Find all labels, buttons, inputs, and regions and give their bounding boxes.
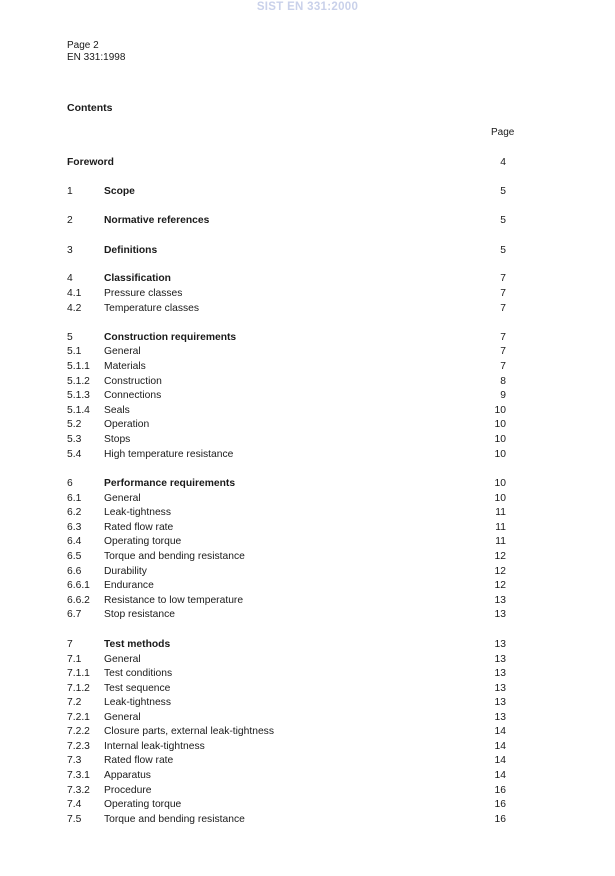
toc-entry xyxy=(0,754,615,768)
toc-entry-title: Endurance xyxy=(104,580,154,591)
toc-entry xyxy=(0,433,615,447)
toc-entry-page: 5 xyxy=(500,245,506,256)
toc-entry-page: 7 xyxy=(500,346,506,357)
toc-entry-page: 14 xyxy=(494,755,506,766)
toc-entry xyxy=(0,521,615,535)
toc-entry xyxy=(0,448,615,462)
toc-entry-title: Durability xyxy=(104,566,147,577)
toc-entry-page: 13 xyxy=(494,697,506,708)
toc-entry-number: 6.1 xyxy=(67,493,82,504)
toc-entry-title: Apparatus xyxy=(104,770,151,781)
toc-entry-page: 7 xyxy=(500,273,506,284)
toc-entry-page: 5 xyxy=(500,186,506,197)
toc-entry xyxy=(0,682,615,696)
toc-entry-title: Operating torque xyxy=(104,536,182,547)
toc-entry-page: 11 xyxy=(495,507,506,518)
toc-entry xyxy=(0,565,615,579)
toc-entry-title: Operation xyxy=(104,419,150,430)
toc-entry-number: 5 xyxy=(67,332,73,343)
toc-entry xyxy=(0,667,615,681)
toc-entry xyxy=(0,608,615,622)
toc-entry-page: 9 xyxy=(500,390,506,401)
toc-entry-page: 14 xyxy=(494,726,506,737)
toc-entry-page: 13 xyxy=(494,683,506,694)
toc-entry-number: 7.2 xyxy=(67,697,82,708)
toc-entry-number: 7 xyxy=(67,639,73,650)
toc-entry-title: Temperature classes xyxy=(104,303,199,314)
toc-entry-number: 7.4 xyxy=(67,799,82,810)
toc-entry xyxy=(0,360,615,374)
toc-entry-number: 6.2 xyxy=(67,507,82,518)
toc-entry-title: Torque and bending resistance xyxy=(104,551,245,562)
toc-entry xyxy=(0,798,615,812)
toc-entry-title: Closure parts, external leak-tightness xyxy=(104,726,274,737)
toc-entry-title: General xyxy=(104,654,141,665)
toc-entry-title: General xyxy=(104,346,141,357)
toc-entry-number: 7.3 xyxy=(67,755,82,766)
toc-entry-number: 5.4 xyxy=(67,449,82,460)
toc-entry-number: 3 xyxy=(67,245,73,256)
toc-entry-page: 14 xyxy=(494,770,506,781)
toc-entry-page: 13 xyxy=(494,595,506,606)
toc-entry-number: 7.2.1 xyxy=(67,712,90,723)
toc-entry-number: 7.1 xyxy=(67,654,82,665)
toc-entry-title: Classification xyxy=(104,273,171,284)
toc-entry-number: 6.7 xyxy=(67,609,82,620)
toc-entry-page: 5 xyxy=(500,215,506,226)
toc-entry-number: 4.2 xyxy=(67,303,82,314)
toc-entry-page: 10 xyxy=(494,419,506,430)
toc-entry xyxy=(0,477,615,491)
toc-entry xyxy=(0,345,615,359)
toc-entry xyxy=(0,156,615,170)
toc-entry xyxy=(0,287,615,301)
toc-entry-title: Leak-tightness xyxy=(104,507,171,518)
toc-entry xyxy=(0,638,615,652)
toc-entry-page: 10 xyxy=(494,478,506,489)
toc-entry-title: Procedure xyxy=(104,785,152,796)
toc-entry-number: 7.1.1 xyxy=(67,668,90,679)
toc-entry-page: 13 xyxy=(494,639,506,650)
toc-entry-title: Seals xyxy=(104,405,130,416)
toc-entry-number: 2 xyxy=(67,215,73,226)
standard-reference: EN 331:1998 xyxy=(67,52,126,63)
toc-entry-title: Definitions xyxy=(104,245,158,256)
toc-entry-page: 10 xyxy=(494,493,506,504)
toc-entry xyxy=(0,784,615,798)
toc-entry xyxy=(0,594,615,608)
toc-entry-title: Connections xyxy=(104,390,162,401)
toc-entry-page: 13 xyxy=(494,654,506,665)
toc-entry-number: 6.4 xyxy=(67,536,82,547)
toc-entry-page: 10 xyxy=(494,434,506,445)
toc-entry-title: Scope xyxy=(104,186,135,197)
toc-entry xyxy=(0,375,615,389)
toc-entry xyxy=(0,272,615,286)
page-number-label: Page 2 xyxy=(67,40,99,51)
toc-entry-title: Performance requirements xyxy=(104,478,236,489)
toc-entry-number: 6 xyxy=(67,478,73,489)
toc-entry-page: 8 xyxy=(500,376,506,387)
toc-entry xyxy=(0,535,615,549)
toc-entry-page: 7 xyxy=(500,288,506,299)
toc-entry-number: 5.3 xyxy=(67,434,82,445)
toc-entry xyxy=(0,244,615,258)
toc-entry xyxy=(0,418,615,432)
toc-entry xyxy=(0,711,615,725)
toc-entry-title: Test conditions xyxy=(104,668,173,679)
toc-entry-title: Rated flow rate xyxy=(104,522,174,533)
toc-entry-number: 7.3.1 xyxy=(67,770,90,781)
toc-entry-number: 5.1.3 xyxy=(67,390,90,401)
toc-entry-page: 10 xyxy=(494,449,506,460)
toc-entry-page: 16 xyxy=(494,799,506,810)
toc-entry-number: 7.2.2 xyxy=(67,726,90,737)
toc-entry-number: Foreword xyxy=(67,157,114,168)
watermark: SIST EN 331:2000 xyxy=(256,1,359,13)
toc-entry xyxy=(0,389,615,403)
toc-entry-page: 13 xyxy=(494,668,506,679)
toc-entry-page: 11 xyxy=(495,522,506,533)
toc-entry xyxy=(0,404,615,418)
toc-entry-number: 7.1.2 xyxy=(67,683,90,694)
toc-entry-number: 6.5 xyxy=(67,551,82,562)
toc-entry-title: Torque and bending resistance xyxy=(104,814,245,825)
toc-entry-page: 12 xyxy=(494,580,506,591)
toc-entry-page: 7 xyxy=(500,303,506,314)
toc-entry-number: 6.6 xyxy=(67,566,82,577)
toc-entry-title: Rated flow rate xyxy=(104,755,174,766)
toc-entry xyxy=(0,550,615,564)
page-column-label: Page xyxy=(491,127,515,138)
toc-entry-page: 7 xyxy=(500,361,506,372)
toc-entry-title: Normative references xyxy=(104,215,210,226)
toc-entry-number: 5.1.2 xyxy=(67,376,90,387)
toc-entry-number: 6.6.2 xyxy=(67,595,90,606)
toc-entry-number: 5.1 xyxy=(67,346,82,357)
toc-entry xyxy=(0,813,615,827)
toc-entry-number: 1 xyxy=(67,186,73,197)
toc-entry-number: 6.3 xyxy=(67,522,82,533)
toc-entry-number: 7.5 xyxy=(67,814,82,825)
toc-entry-number: 7.3.2 xyxy=(67,785,90,796)
toc-entry-title: General xyxy=(104,493,141,504)
toc-entry-number: 5.1.4 xyxy=(67,405,90,416)
toc-entry-page: 16 xyxy=(494,785,506,796)
toc-entry-number: 6.6.1 xyxy=(67,580,90,591)
toc-entry-page: 13 xyxy=(494,712,506,723)
toc-entry-title: Construction requirements xyxy=(104,332,237,343)
toc-entry-page: 16 xyxy=(494,814,506,825)
toc-entry-title: General xyxy=(104,712,141,723)
toc-entry-number: 7.2.3 xyxy=(67,741,90,752)
toc-entry-number: 4.1 xyxy=(67,288,82,299)
toc-entry-page: 14 xyxy=(494,741,506,752)
toc-entry-title: Test sequence xyxy=(104,683,171,694)
toc-entry-title: Test methods xyxy=(104,639,171,650)
toc-entry xyxy=(0,725,615,739)
toc-entry-title: Resistance to low temperature xyxy=(104,595,244,606)
toc-entry xyxy=(0,492,615,506)
toc-entry-page: 12 xyxy=(494,551,506,562)
toc-entry-title: Internal leak-tightness xyxy=(104,741,205,752)
toc-entry xyxy=(0,579,615,593)
toc-entry-number: 4 xyxy=(67,273,73,284)
toc-entry-title: Construction xyxy=(104,376,162,387)
toc-entry-title: High temperature resistance xyxy=(104,449,234,460)
toc-entry-title: Leak-tightness xyxy=(104,697,171,708)
toc-entry-title: Materials xyxy=(104,361,146,372)
toc-entry-page: 12 xyxy=(494,566,506,577)
toc-entry-page: 7 xyxy=(500,332,506,343)
toc-entry-page: 13 xyxy=(494,609,506,620)
toc-entry-title: Operating torque xyxy=(104,799,182,810)
toc-entry xyxy=(0,506,615,520)
toc-entry-number: 5.2 xyxy=(67,419,82,430)
toc-entry-page: 4 xyxy=(500,157,506,168)
toc-entry xyxy=(0,696,615,710)
toc-entry xyxy=(0,185,615,199)
toc-entry-title: Stops xyxy=(104,434,131,445)
toc-entry-title: Stop resistance xyxy=(104,609,175,620)
toc-entry-title: Pressure classes xyxy=(104,288,183,299)
toc-entry xyxy=(0,302,615,316)
toc-entry-number: 5.1.1 xyxy=(67,361,90,372)
toc-entry xyxy=(0,740,615,754)
toc-entry xyxy=(0,214,615,228)
toc-entry xyxy=(0,331,615,345)
toc-entry-page: 10 xyxy=(494,405,506,416)
contents-title: Contents xyxy=(67,102,113,114)
toc-entry-page: 11 xyxy=(495,536,506,547)
toc-entry xyxy=(0,653,615,667)
toc-entry xyxy=(0,769,615,783)
